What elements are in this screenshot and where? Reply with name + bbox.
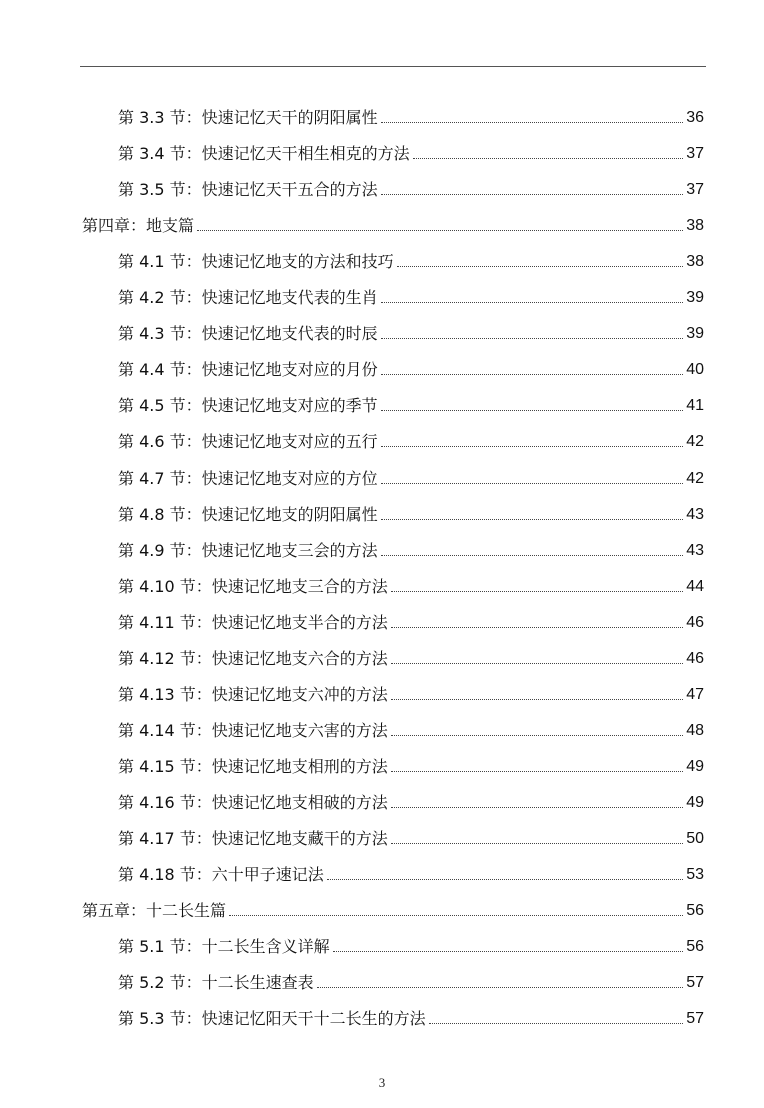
toc-entry-page: 38 [686, 253, 704, 271]
toc-entry-title: 第 4.16 节：快速记忆地支相破的方法 [118, 792, 388, 812]
toc-entry-title: 第 3.4 节：快速记忆天干相生相克的方法 [118, 144, 410, 164]
dot-leader [317, 987, 684, 988]
header-rule [80, 66, 706, 67]
dot-leader [391, 627, 683, 628]
toc-entry-page: 47 [686, 685, 704, 703]
dot-leader [397, 266, 684, 267]
toc-entry-page: 41 [686, 397, 704, 415]
dot-leader [391, 735, 683, 736]
toc-entry-title: 第 5.2 节：十二长生速查表 [118, 973, 314, 993]
toc-section-entry[interactable] [118, 537, 704, 561]
dot-leader [413, 158, 684, 159]
toc-entry-page: 49 [686, 757, 704, 775]
toc-entry-title: 第 4.4 节：快速记忆地支对应的月份 [118, 360, 378, 380]
dot-leader [429, 1023, 684, 1024]
toc-section-entry[interactable] [118, 933, 704, 957]
toc-entry-page: 38 [686, 217, 704, 235]
toc-entry-page: 57 [686, 1010, 704, 1028]
toc-section-entry[interactable] [118, 176, 704, 200]
toc-section-entry[interactable] [118, 320, 704, 344]
toc-entry-title: 第 4.2 节：快速记忆地支代表的生肖 [118, 288, 378, 308]
toc-chapter-entry[interactable] [82, 897, 704, 921]
toc-entry-title: 第 4.17 节：快速记忆地支藏干的方法 [118, 829, 388, 848]
toc-entry-title: 第 4.6 节：快速记忆地支对应的五行 [118, 432, 378, 452]
dot-leader [391, 807, 683, 808]
toc-entry-title: 第 4.3 节：快速记忆地支代表的时辰 [118, 324, 378, 344]
toc-entry-title: 第 4.8 节：快速记忆地支的阴阳属性 [118, 504, 378, 524]
dot-leader [391, 591, 683, 592]
dot-leader [197, 230, 683, 231]
toc-entry-title: 第四章：地支篇 [82, 216, 195, 236]
toc-entry-page: 42 [686, 433, 704, 451]
toc-section-entry[interactable] [118, 248, 704, 272]
toc-entry-title: 第 4.7 节：快速记忆地支对应的方位 [118, 468, 378, 488]
dot-leader [391, 843, 683, 844]
toc-entry-page: 56 [686, 938, 704, 956]
dot-leader [381, 446, 684, 447]
toc-entry-title: 第 3.5 节：快速记忆天干五合的方法 [118, 180, 378, 200]
toc-entry-page: 37 [686, 145, 704, 163]
toc-chapter-entry[interactable] [82, 212, 704, 236]
toc-entry-title: 第 4.18 节：六十甲子速记法 [118, 865, 324, 885]
toc-section-entry[interactable] [118, 392, 704, 416]
dot-leader [327, 879, 683, 880]
toc-section-entry[interactable] [118, 969, 704, 993]
toc-entry-page: 49 [686, 793, 704, 811]
toc-section-entry[interactable] [118, 465, 704, 489]
toc-section-entry[interactable] [118, 645, 704, 669]
toc-entry-page: 40 [686, 361, 704, 379]
toc-entry-title: 第 4.11 节：快速记忆地支半合的方法 [118, 612, 388, 632]
toc-entry-page: 39 [686, 289, 704, 307]
dot-leader [381, 122, 684, 123]
toc-entry-title: 第 4.10 节：快速记忆地支三合的方法 [118, 576, 388, 596]
toc-entry-page: 37 [686, 181, 704, 199]
dot-leader [381, 194, 684, 195]
toc-entry-title: 第 4.5 节：快速记忆地支对应的季节 [118, 396, 378, 416]
toc-entry-title: 第 5.3 节：快速记忆阳天干十二长生的方法 [118, 1009, 426, 1029]
toc-section-entry[interactable] [118, 1005, 704, 1029]
dot-leader [391, 699, 683, 700]
toc-entry-title: 第 3.3 节：快速记忆天干的阴阳属性 [118, 108, 378, 127]
toc-entry-page: 44 [686, 577, 704, 595]
toc-section-entry[interactable] [118, 681, 704, 705]
toc-section-entry[interactable] [118, 428, 704, 452]
toc-entry-title: 第 5.1 节：十二长生含义详解 [118, 937, 330, 957]
dot-leader [381, 338, 684, 339]
toc-entry-page: 43 [686, 505, 704, 523]
dot-leader [381, 302, 684, 303]
toc-entry-page: 57 [686, 974, 704, 992]
toc-section-entry[interactable] [118, 140, 704, 164]
toc-entry-page: 46 [686, 613, 704, 631]
toc-section-entry[interactable] [118, 861, 704, 885]
dot-leader [381, 519, 684, 520]
toc-section-entry[interactable] [118, 104, 704, 128]
toc-entry-page: 46 [686, 649, 704, 667]
dot-leader [229, 915, 683, 916]
toc-section-entry[interactable] [118, 789, 704, 813]
toc-entry-page: 39 [686, 325, 704, 343]
toc-entry-title: 第 4.14 节：快速记忆地支六害的方法 [118, 720, 388, 740]
toc-entry-title: 第 4.15 节：快速记忆地支相刑的方法 [118, 756, 388, 776]
toc-entry-title: 第 4.13 节：快速记忆地支六冲的方法 [118, 684, 388, 704]
toc-section-entry[interactable] [118, 825, 704, 849]
toc-entry-page: 36 [686, 109, 704, 126]
dot-leader [391, 771, 683, 772]
toc-section-entry[interactable] [118, 284, 704, 308]
toc-entry-page: 48 [686, 721, 704, 739]
toc-entry-page: 56 [686, 902, 704, 920]
toc-section-entry[interactable] [118, 609, 704, 633]
dot-leader [381, 555, 684, 556]
toc-section-entry[interactable] [118, 717, 704, 741]
dot-leader [381, 410, 684, 411]
toc-section-entry[interactable] [118, 573, 704, 597]
toc-entry-page: 50 [686, 830, 704, 847]
toc-section-entry[interactable] [118, 753, 704, 777]
toc-entry-title: 第 4.1 节：快速记忆地支的方法和技巧 [118, 252, 394, 272]
dot-leader [381, 374, 684, 375]
dot-leader [391, 663, 683, 664]
toc-entry-title: 第 4.12 节：快速记忆地支六合的方法 [118, 648, 388, 668]
toc-entry-title: 第五章：十二长生篇 [82, 901, 227, 921]
toc-entry-page: 43 [686, 541, 704, 559]
toc-section-entry[interactable] [118, 356, 704, 380]
dot-leader [333, 951, 684, 952]
page-number: 3 [378, 1075, 386, 1090]
dot-leader [381, 483, 684, 484]
toc-entry-page: 53 [686, 866, 704, 884]
toc-section-entry[interactable] [118, 501, 704, 525]
toc-entry-page: 42 [686, 469, 704, 487]
toc-entry-title: 第 4.9 节：快速记忆地支三会的方法 [118, 540, 378, 560]
